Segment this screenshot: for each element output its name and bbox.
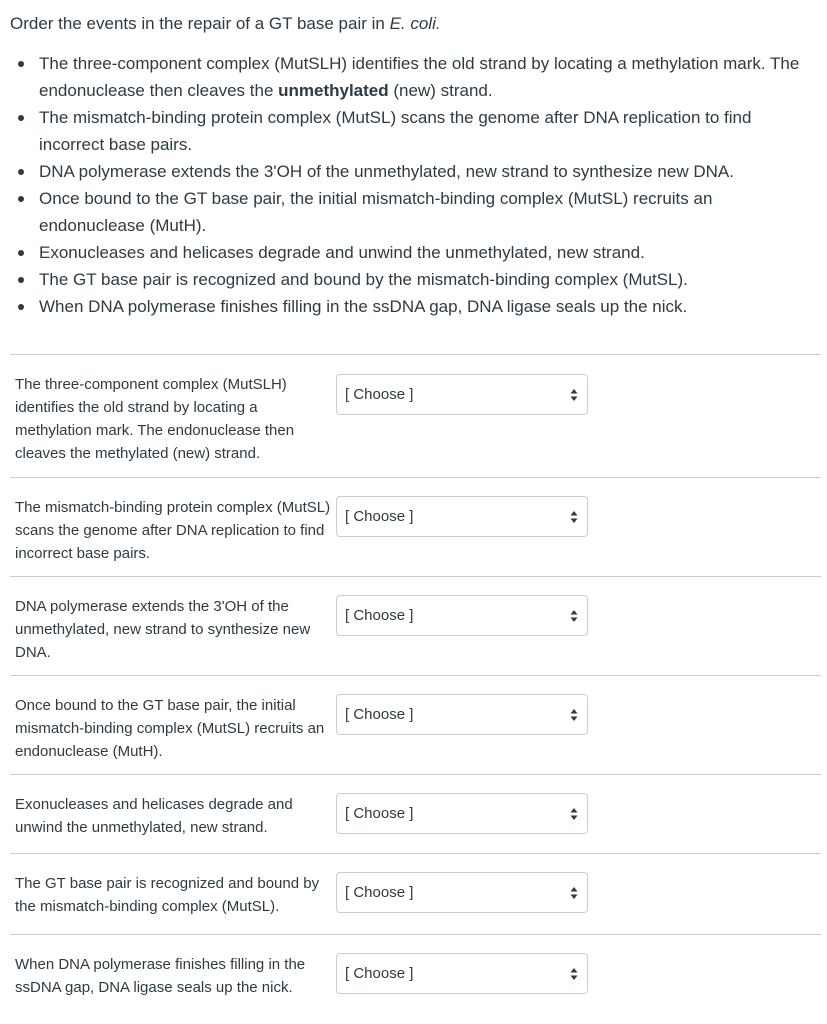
- event-list-item: [10, 239, 815, 266]
- match-statement: When DNA polymerase finishes filling in the ssDNA gap, DNA ligase seals up the nick.: [15, 956, 306, 996]
- match-row: [10, 854, 821, 935]
- select-value: [ Choose ]: [345, 884, 414, 901]
- order-select[interactable]: [336, 953, 588, 994]
- match-row: [10, 676, 821, 775]
- sort-arrows-icon: [570, 708, 578, 722]
- match-statement: DNA polymerase extends the 3'OH of the unmethylated, new strand to synthesize new DNA.: [15, 598, 311, 661]
- event-bold-text: unmethylated: [278, 81, 389, 100]
- match-row: [10, 355, 821, 478]
- event-text: DNA polymerase extends the 3'OH of the unmethylated, new strand to synthesize new DNA.: [39, 162, 734, 181]
- bullet-dot-icon: [18, 196, 24, 202]
- match-row: [10, 775, 821, 854]
- select-value: [ Choose ]: [345, 607, 414, 624]
- event-text: When DNA polymerase finishes filling in the ssDNA gap, DNA ligase seals up the nick.: [39, 297, 688, 316]
- prompt-text: Order the events in the repair of a GT base pair in: [10, 14, 390, 33]
- match-row: [10, 478, 821, 577]
- order-select[interactable]: [336, 694, 588, 735]
- match-statement: Exonucleases and helicases degrade and unwind the unmethylated, new strand.: [15, 796, 293, 836]
- match-statement: The mismatch-binding protein complex (MutSL) scans the genome after DNA replication to find incorrect base pairs.: [15, 499, 331, 562]
- bullet-dot-icon: [18, 277, 24, 283]
- select-value: [ Choose ]: [345, 805, 414, 822]
- match-statement: The GT base pair is recognized and bound by the mismatch-binding complex (MutSL).: [15, 875, 320, 915]
- sort-arrows-icon: [570, 388, 578, 402]
- event-list-item: [10, 185, 815, 239]
- event-list-item: [10, 50, 815, 104]
- select-value: [ Choose ]: [345, 386, 414, 403]
- bullet-dot-icon: [18, 169, 24, 175]
- event-text: Once bound to the GT base pair, the initial mismatch-binding complex (MutSL) recruits an endonuclease (MutH).: [39, 189, 713, 235]
- sort-arrows-icon: [570, 609, 578, 623]
- question-header: [10, 12, 815, 320]
- event-text: The GT base pair is recognized and bound by the mismatch-binding complex (MutSL).: [39, 270, 688, 289]
- bullet-dot-icon: [18, 304, 24, 310]
- select-value: [ Choose ]: [345, 965, 414, 982]
- order-select[interactable]: [336, 872, 588, 913]
- event-list: [10, 50, 815, 320]
- select-value: [ Choose ]: [345, 508, 414, 525]
- sort-arrows-icon: [570, 807, 578, 821]
- event-list-item: [10, 266, 815, 293]
- bullet-dot-icon: [18, 250, 24, 256]
- event-text-tail: (new) strand.: [388, 81, 493, 100]
- event-list-item: [10, 293, 815, 320]
- event-list-item: [10, 104, 815, 158]
- order-select[interactable]: [336, 793, 588, 834]
- match-statement: The three-component complex (MutSLH) identifies the old strand by locating a methylation mark. The endonuclease then cleaves the methylated (new) strand.: [15, 376, 295, 462]
- question-prompt: [10, 12, 815, 36]
- bullet-dot-icon: [18, 61, 24, 67]
- bullet-dot-icon: [18, 115, 24, 121]
- event-text: The mismatch-binding protein complex (MutSL) scans the genome after DNA replication to find incorrect base pairs.: [39, 108, 752, 154]
- event-text: The three-component complex (MutSLH) identifies the old strand by locating a methylation mark. The endonuclease then cleaves the: [39, 54, 800, 100]
- order-select[interactable]: [336, 496, 588, 537]
- event-text: Exonucleases and helicases degrade and unwind the unmethylated, new strand.: [39, 243, 645, 262]
- sort-arrows-icon: [570, 886, 578, 900]
- match-table: [10, 354, 821, 1015]
- prompt-italic-text: E. coli.: [389, 14, 441, 33]
- order-select[interactable]: [336, 374, 588, 415]
- match-row: [10, 935, 821, 1015]
- match-statement: Once bound to the GT base pair, the initial mismatch-binding complex (MutSL) recruits an endonuclease (MutH).: [15, 697, 325, 760]
- sort-arrows-icon: [570, 510, 578, 524]
- order-select[interactable]: [336, 595, 588, 636]
- sort-arrows-icon: [570, 967, 578, 981]
- select-value: [ Choose ]: [345, 706, 414, 723]
- match-row: [10, 577, 821, 676]
- event-list-item: [10, 158, 815, 185]
